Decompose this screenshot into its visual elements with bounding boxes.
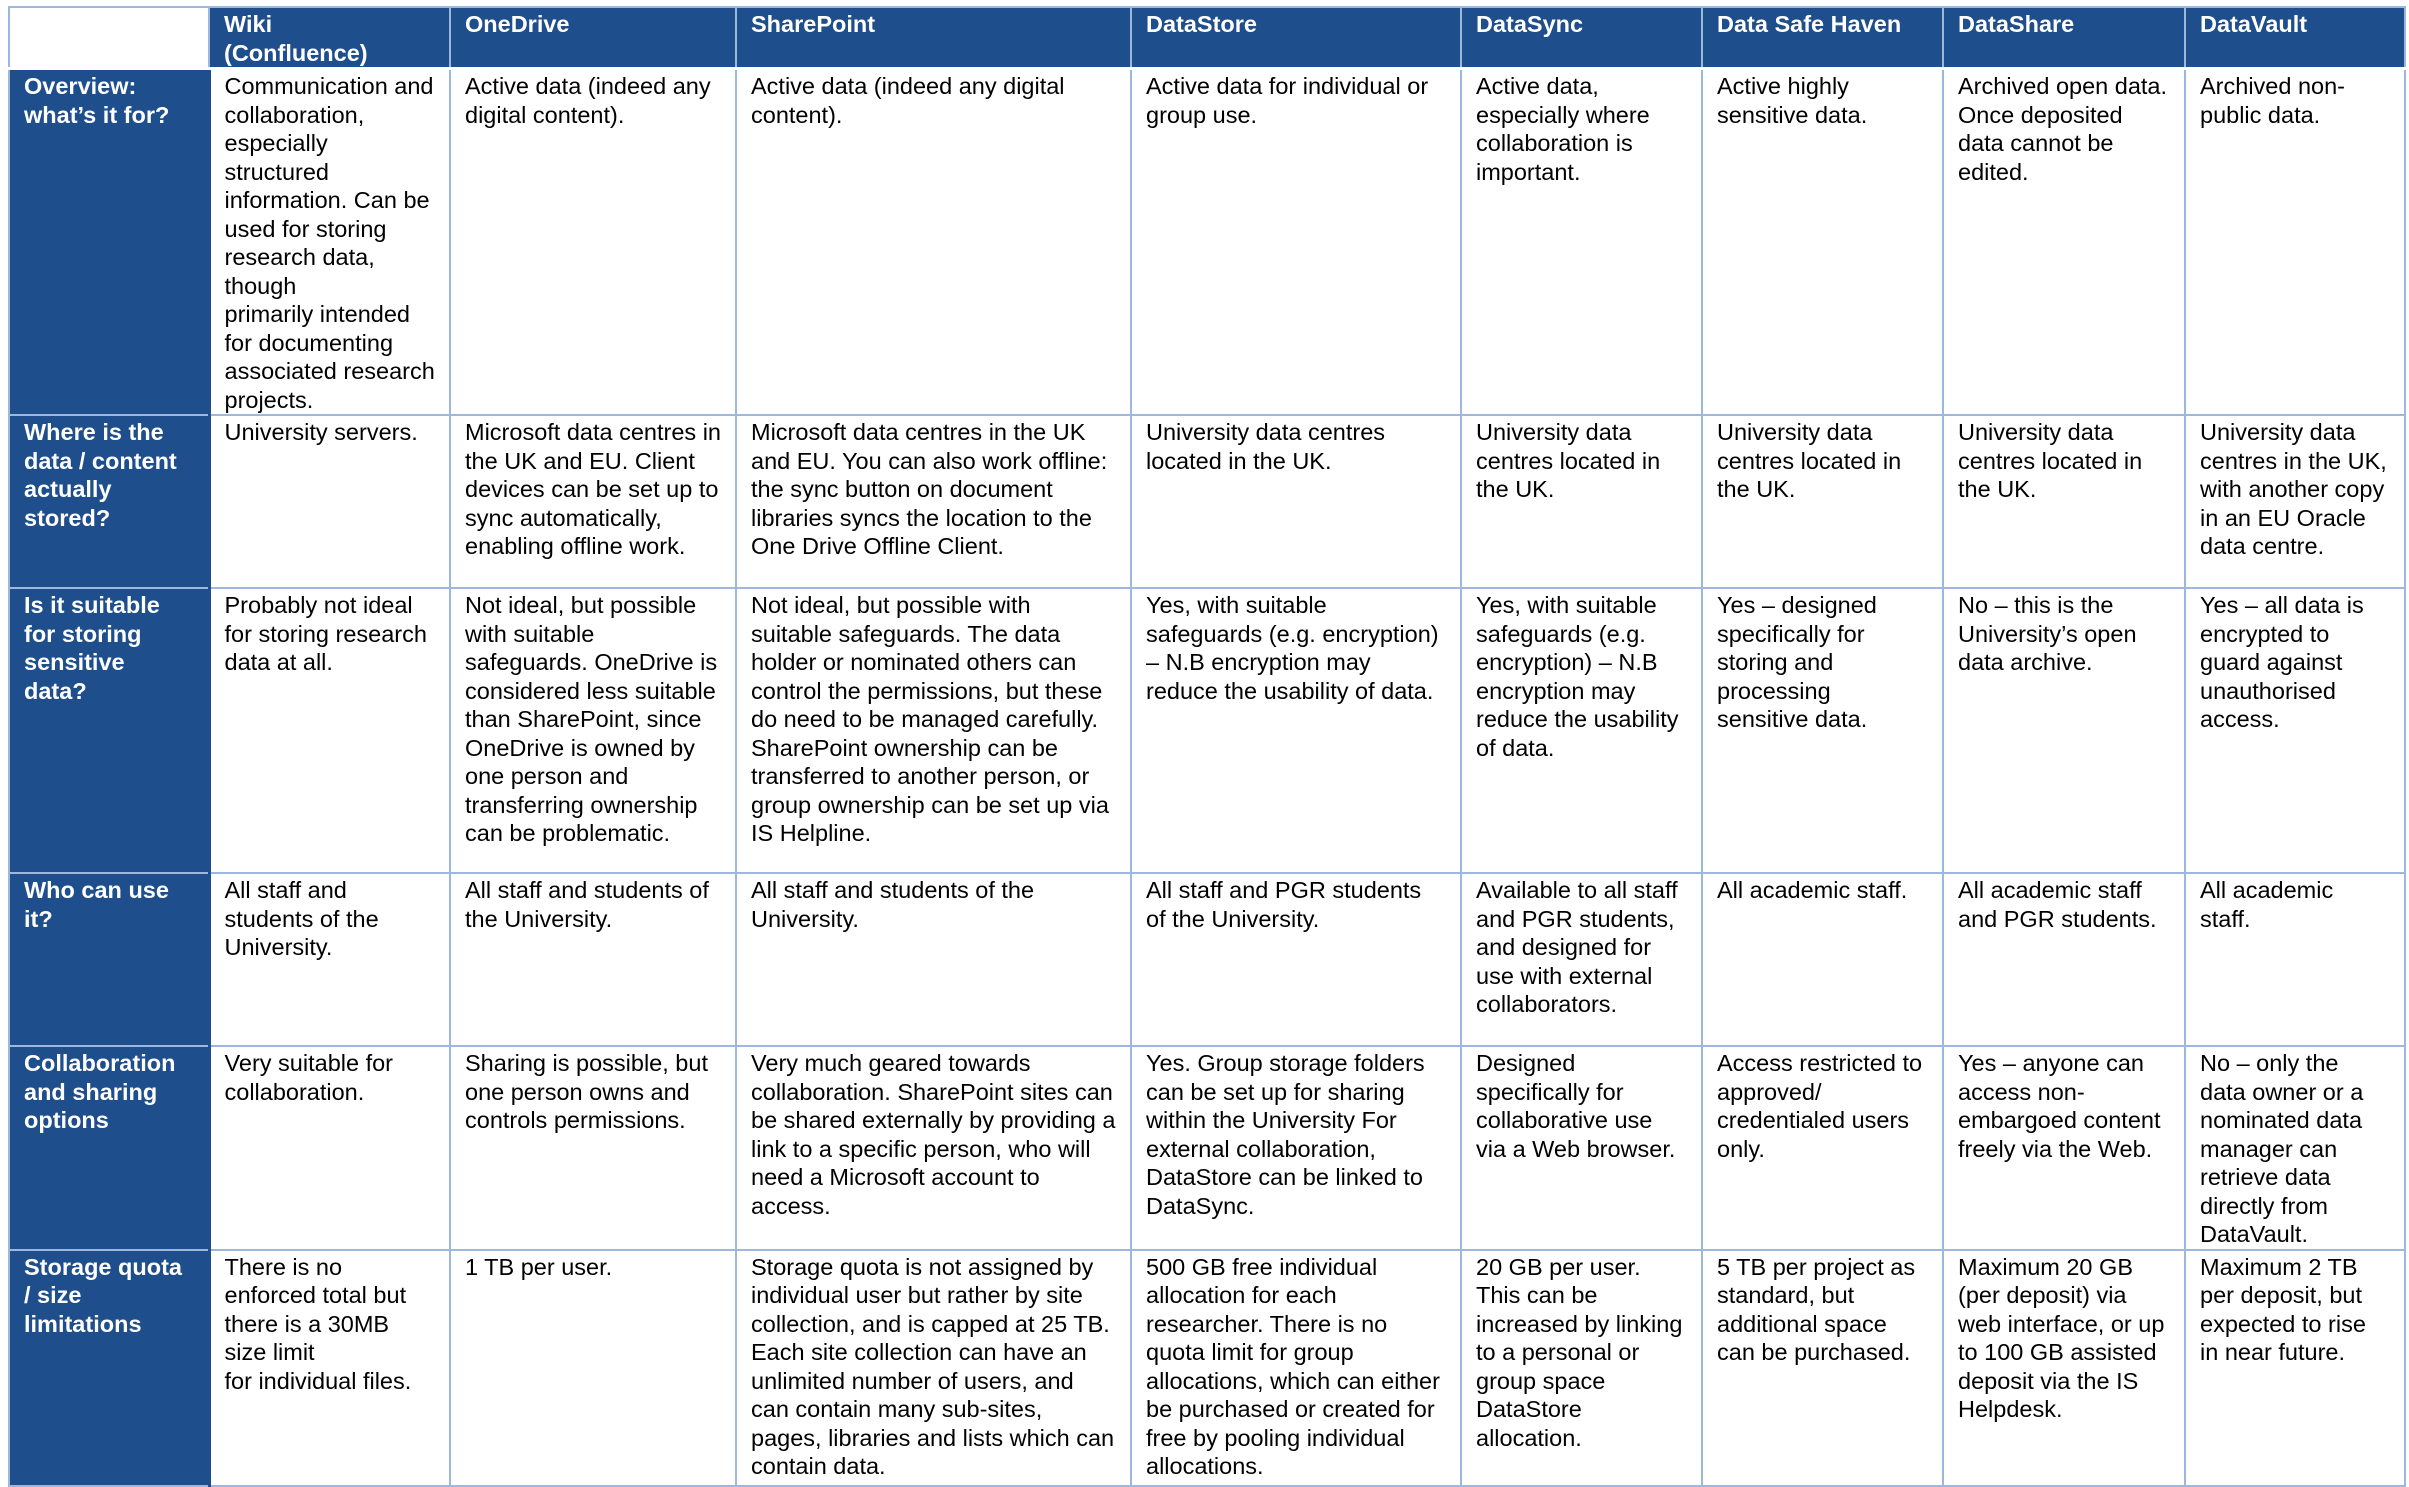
- comparison-table: [8, 6, 2406, 1487]
- cell-who-sharepoint: All staff and students of the University.: [736, 873, 1131, 1046]
- cell-who-data-safe-haven: All academic staff.: [1702, 873, 1943, 1046]
- cell-location-wiki: University servers.: [209, 415, 450, 588]
- col-header-datashare: DataShare: [1943, 7, 2185, 69]
- col-header-wiki: Wiki (Confluence): [209, 7, 450, 69]
- cell-quota-datashare: Maximum 20 GB (per deposit) via web interface, or up to 100 GB assisted deposit via the IS Helpdesk.: [1943, 1250, 2185, 1486]
- row-who-can-use: [9, 873, 2405, 1046]
- cell-overview-sharepoint: Active data (indeed any digital content).: [736, 69, 1131, 416]
- col-header-onedrive: OneDrive: [450, 7, 736, 69]
- cell-collab-onedrive: Sharing is possible, but one person owns and controls permissions.: [450, 1046, 736, 1250]
- cell-sensitive-datasync: Yes, with suitable safeguards (e.g. encryption) – N.B encryption may reduce the usability of data.: [1461, 588, 1702, 873]
- row-header-storage-quota: Storage quota / size limitations: [9, 1250, 209, 1486]
- row-header-overview: Overview: what’s it for?: [9, 69, 209, 416]
- cell-who-datasync: Available to all staff and PGR students, and designed for use with external collaborators.: [1461, 873, 1702, 1046]
- cell-overview-wiki: Communication and collaboration, especially structured information. Can be used for storing research data, though primarily intended for documenting associated research projects.: [209, 69, 450, 416]
- cell-who-datashare: All academic staff and PGR students.: [1943, 873, 2185, 1046]
- cell-overview-datashare: Archived open data. Once deposited data cannot be edited.: [1943, 69, 2185, 416]
- cell-sensitive-wiki: Probably not ideal for storing research data at all.: [209, 588, 450, 873]
- col-header-datastore: DataStore: [1131, 7, 1461, 69]
- col-header-datasync: DataSync: [1461, 7, 1702, 69]
- cell-location-datashare: University data centres located in the UK.: [1943, 415, 2185, 588]
- cell-sensitive-sharepoint: Not ideal, but possible with suitable safeguards. The data holder or nominated others can control the permissions, but these do need to be managed carefully. SharePoint ownership can be transferred to another person, or group ownership can be set up via IS Helpline.: [736, 588, 1131, 873]
- cell-location-sharepoint: Microsoft data centres in the UK and EU. You can also work offline: the sync button on document libraries syncs the location to the One Drive Offline Client.: [736, 415, 1131, 588]
- cell-collab-datashare: Yes – anyone can access non-embargoed content freely via the Web.: [1943, 1046, 2185, 1250]
- cell-collab-datastore: Yes. Group storage folders can be set up for sharing within the University For external collaboration, DataStore can be linked to DataSync.: [1131, 1046, 1461, 1250]
- cell-sensitive-onedrive: Not ideal, but possible with suitable safeguards. OneDrive is considered less suitable than SharePoint, since OneDrive is owned by one person and transferring ownership can be problematic.: [450, 588, 736, 873]
- cell-quota-sharepoint: Storage quota is not assigned by individual user but rather by site collection, and is capped at 25 TB. Each site collection can have an unlimited number of users, and can contain many sub-sites, pages, libraries and lists which can contain data.: [736, 1250, 1131, 1486]
- cell-quota-datastore: 500 GB free individual allocation for each researcher. There is no quota limit for group allocations, which can either be purchased or created for free by pooling individual allocations.: [1131, 1250, 1461, 1486]
- cell-location-onedrive: Microsoft data centres in the UK and EU. Client devices can be set up to sync automatically, enabling offline work.: [450, 415, 736, 588]
- cell-quota-data-safe-haven: 5 TB per project as standard, but additional space can be purchased.: [1702, 1250, 1943, 1486]
- header-corner: [9, 7, 209, 69]
- cell-location-datavault: University data centres in the UK, with another copy in an EU Oracle data centre.: [2185, 415, 2405, 588]
- cell-overview-onedrive: Active data (indeed any digital content).: [450, 69, 736, 416]
- cell-collab-sharepoint: Very much geared towards collaboration. SharePoint sites can be shared externally by providing a link to a specific person, who will need a Microsoft account to access.: [736, 1046, 1131, 1250]
- cell-collab-datavault: No – only the data owner or a nominated data manager can retrieve data directly from DataVault.: [2185, 1046, 2405, 1250]
- cell-location-datastore: University data centres located in the UK.: [1131, 415, 1461, 588]
- row-storage-quota: [9, 1250, 2405, 1486]
- row-collaboration: [9, 1046, 2405, 1250]
- col-header-sharepoint: SharePoint: [736, 7, 1131, 69]
- row-overview: [9, 69, 2405, 416]
- row-header-storage-location: Where is the data / content actually stored?: [9, 415, 209, 588]
- cell-collab-datasync: Designed specifically for collaborative use via a Web browser.: [1461, 1046, 1702, 1250]
- cell-sensitive-datastore: Yes, with suitable safeguards (e.g. encryption) – N.B encryption may reduce the usability of data.: [1131, 588, 1461, 873]
- cell-overview-data-safe-haven: Active highly sensitive data.: [1702, 69, 1943, 416]
- cell-who-onedrive: All staff and students of the University.: [450, 873, 736, 1046]
- row-header-collaboration: Collaboration and sharing options: [9, 1046, 209, 1250]
- row-sensitive-data: [9, 588, 2405, 873]
- header-row: [9, 7, 2405, 69]
- cell-collab-data-safe-haven: Access restricted to approved/ credentialed users only.: [1702, 1046, 1943, 1250]
- cell-quota-datasync: 20 GB per user. This can be increased by linking to a personal or group space DataStore allocation.: [1461, 1250, 1702, 1486]
- cell-who-datastore: All staff and PGR students of the University.: [1131, 873, 1461, 1046]
- cell-location-data-safe-haven: University data centres located in the UK.: [1702, 415, 1943, 588]
- cell-who-wiki: All staff and students of the University.: [209, 873, 450, 1046]
- cell-overview-datasync: Active data, especially where collaboration is important.: [1461, 69, 1702, 416]
- cell-overview-datastore: Active data for individual or group use.: [1131, 69, 1461, 416]
- cell-collab-wiki: Very suitable for collaboration.: [209, 1046, 450, 1250]
- row-header-sensitive-data: Is it suitable for storing sensitive data?: [9, 588, 209, 873]
- col-header-datavault: DataVault: [2185, 7, 2405, 69]
- cell-quota-wiki: There is no enforced total but there is a 30MB size limit for individual files.: [209, 1250, 450, 1486]
- row-storage-location: [9, 415, 2405, 588]
- row-header-who-can-use: Who can use it?: [9, 873, 209, 1046]
- col-header-data-safe-haven: Data Safe Haven: [1702, 7, 1943, 69]
- cell-sensitive-datashare: No – this is the University’s open data archive.: [1943, 588, 2185, 873]
- cell-sensitive-datavault: Yes – all data is encrypted to guard against unauthorised access.: [2185, 588, 2405, 873]
- cell-quota-onedrive: 1 TB per user.: [450, 1250, 736, 1486]
- cell-who-datavault: All academic staff.: [2185, 873, 2405, 1046]
- cell-location-datasync: University data centres located in the UK.: [1461, 415, 1702, 588]
- cell-overview-datavault: Archived non-public data.: [2185, 69, 2405, 416]
- cell-quota-datavault: Maximum 2 TB per deposit, but expected to rise in near future.: [2185, 1250, 2405, 1486]
- cell-sensitive-data-safe-haven: Yes – designed specifically for storing and processing sensitive data.: [1702, 588, 1943, 873]
